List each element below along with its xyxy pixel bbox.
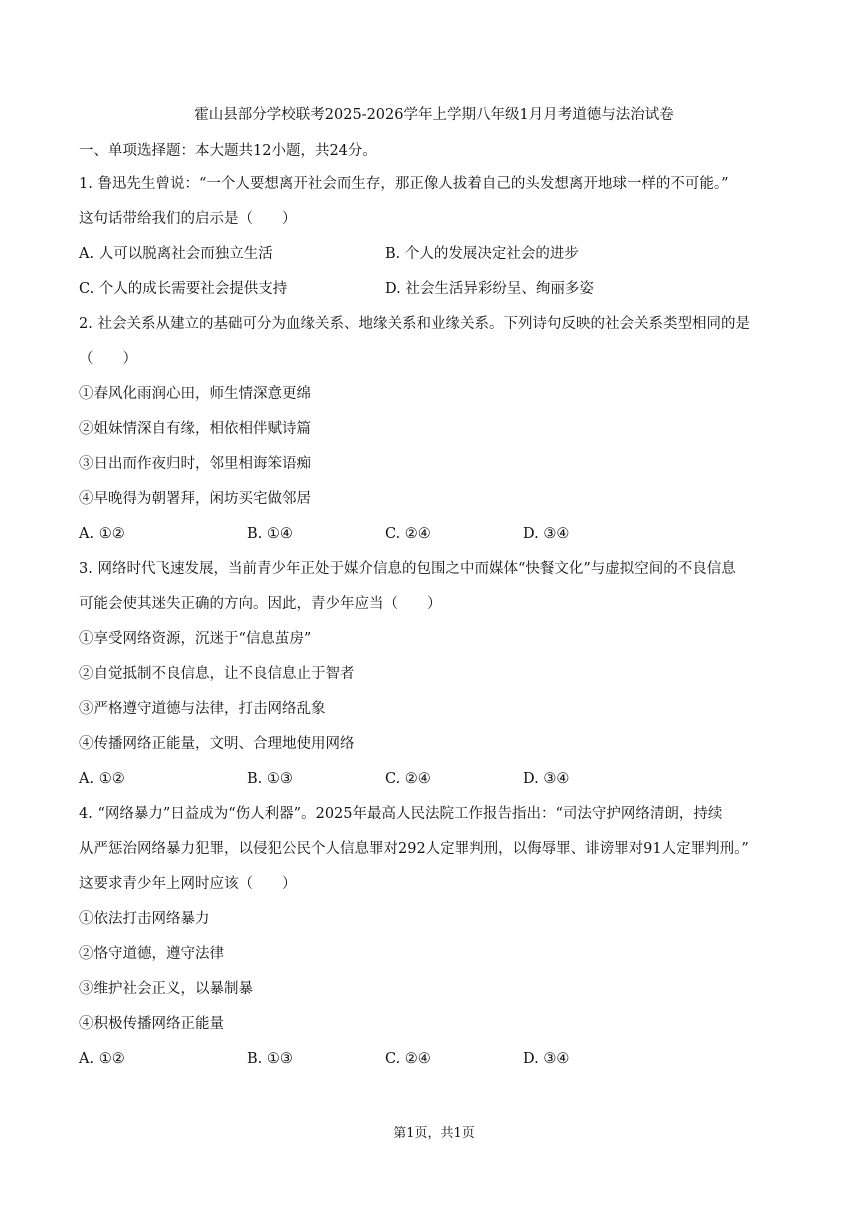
option-b: B. ①④	[247, 526, 293, 542]
statement-item: ④早晚得为朝署拜，闲坊买宅做邻居	[79, 491, 311, 507]
section-heading: 一、单项选择题：本大题共12小题，共24分。	[79, 143, 377, 159]
statement-item: ③日出而作夜归时，邻里相诲笨语痴	[79, 456, 311, 472]
question-stem-line: 这要求青少年上网时应该（ ）	[79, 876, 297, 892]
option-c: C. ②④	[385, 526, 431, 542]
option-row	[79, 278, 799, 300]
option-a: A. ①②	[79, 1051, 125, 1067]
option-b: B. ①③	[247, 771, 293, 787]
statement-item: ③严格遵守道德与法律，打击网络乱象	[79, 701, 326, 717]
question-stem-line: 3. 网络时代飞速发展，当前青少年正处于媒介信息的包围之中而媒体“快餐文化”与虚拟空间的不良信息	[79, 561, 736, 577]
option-b: B. ①③	[247, 1051, 293, 1067]
statement-item: ④传播网络正能量，文明、合理地使用网络	[79, 736, 355, 752]
question-stem-line: （ ）	[79, 351, 137, 367]
option-row	[79, 523, 799, 545]
question-stem-line: 可能会使其迷失正确的方向。因此，青少年应当（ ）	[79, 596, 442, 612]
page-footer: 第1页，共1页	[393, 1126, 475, 1141]
question-stem-line: 这句话带给我们的启示是（ ）	[79, 211, 297, 227]
statement-item: ③维护社会正义，以暴制暴	[79, 981, 253, 997]
statement-item: ①依法打击网络暴力	[79, 911, 210, 927]
option-a: A. 人可以脱离社会而独立生活	[79, 246, 273, 262]
option-d: D. ③④	[523, 771, 570, 787]
statement-item: ①春风化雨润心田，师生情深意更绵	[79, 386, 311, 402]
option-b: B. 个人的发展决定社会的进步	[385, 246, 579, 262]
option-c: C. 个人的成长需要社会提供支持	[79, 281, 288, 297]
option-c: C. ②④	[385, 771, 431, 787]
option-d: D. ③④	[523, 1051, 570, 1067]
exam-content	[79, 140, 799, 1083]
option-d: D. ③④	[523, 526, 570, 542]
statement-item: ④积极传播网络正能量	[79, 1016, 224, 1032]
option-d: D. 社会生活异彩纷呈、绚丽多姿	[385, 281, 594, 297]
option-row	[79, 243, 799, 265]
question-4	[79, 803, 799, 1070]
option-a: A. ①②	[79, 526, 125, 542]
statement-item: ②自觉抵制不良信息，让不良信息止于智者	[79, 666, 355, 682]
option-row	[79, 768, 799, 790]
question-stem-line: 4. “网络暴力”日益成为“伤人利器”。2025年最高人民法院工作报告指出：“司法守护网络清朗，持续	[79, 806, 723, 822]
exam-title: 霍山县部分学校联考2025-2026学年上学期八年级1月月考道德与法治试卷	[194, 107, 674, 123]
question-3	[79, 558, 799, 790]
statement-item: ①享受网络资源，沉迷于“信息茧房”	[79, 631, 312, 647]
question-1	[79, 173, 799, 300]
statement-item: ②姐妹情深自有缘，相依相伴赋诗篇	[79, 421, 311, 437]
question-stem-line: 2. 社会关系从建立的基础可分为血缘关系、地缘关系和业缘关系。下列诗句反映的社会关系类型相同的是	[79, 316, 750, 332]
option-c: C. ②④	[385, 1051, 431, 1067]
option-row	[79, 1048, 799, 1070]
question-2	[79, 313, 799, 545]
option-a: A. ①②	[79, 771, 125, 787]
statement-item: ②恪守道德，遵守法律	[79, 946, 224, 962]
question-stem-line: 从严惩治网络暴力犯罪，以侵犯公民个人信息罪对292人定罪判刑，以侮辱罪、诽谤罪对91人定罪判刑。”	[79, 841, 749, 857]
question-stem-line: 1. 鲁迅先生曾说：“一个人要想离开社会而生存，那正像人拔着自己的头发想离开地球一样的不可能。”	[79, 176, 729, 192]
